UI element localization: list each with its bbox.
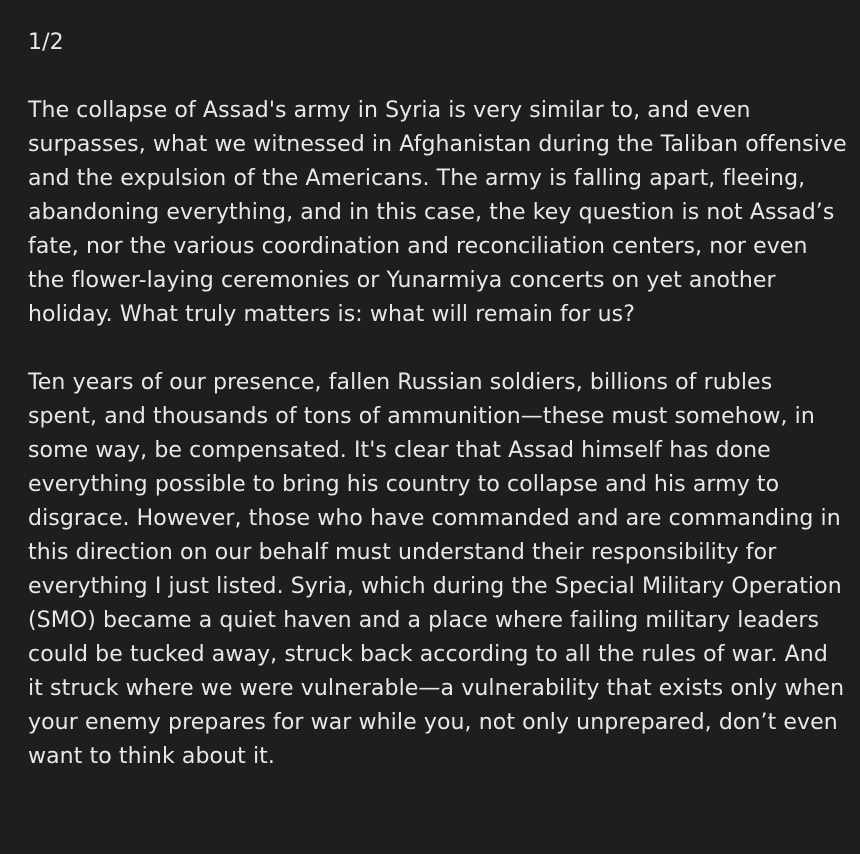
post-body bbox=[28, 26, 848, 774]
paragraph-spacer bbox=[28, 60, 848, 94]
paragraph-2: Ten years of our presence, fallen Russian soldiers, billions of rubles spent, and thousands of tons of ammunition—these must somehow, in some way, be compensated. It's clear that Assad himself has done everything possible to bring his country to collapse and his army to disgrace. However, those who have commanded and are commanding in this direction on our behalf must understand their responsibility for everything I just listed. Syria, which during the Special Military Operation (SMO) became a quiet haven and a place where failing military leaders could be tucked away, struck back according to all the rules of war. And it struck where we were vulnerable—a vulnerability that exists only when your enemy prepares for war while you, not only unprepared, don’t even want to think about it. bbox=[28, 370, 845, 769]
post-counter: 1/2 bbox=[28, 30, 64, 55]
paragraph-1: The collapse of Assad's army in Syria is very similar to, and even surpasses, what we witnessed in Afghanistan during the Taliban offensive and the expulsion of the Americans. The army is falling apart, fleeing, abandoning everything, and in this case, the key question is not Assad’s fate, nor the various coordination and reconciliation centers, nor even the flower-laying ceremonies or Yunarmiya concerts on yet another holiday. What truly matters is: what will remain for us? bbox=[28, 98, 847, 327]
paragraph-spacer bbox=[28, 332, 848, 366]
